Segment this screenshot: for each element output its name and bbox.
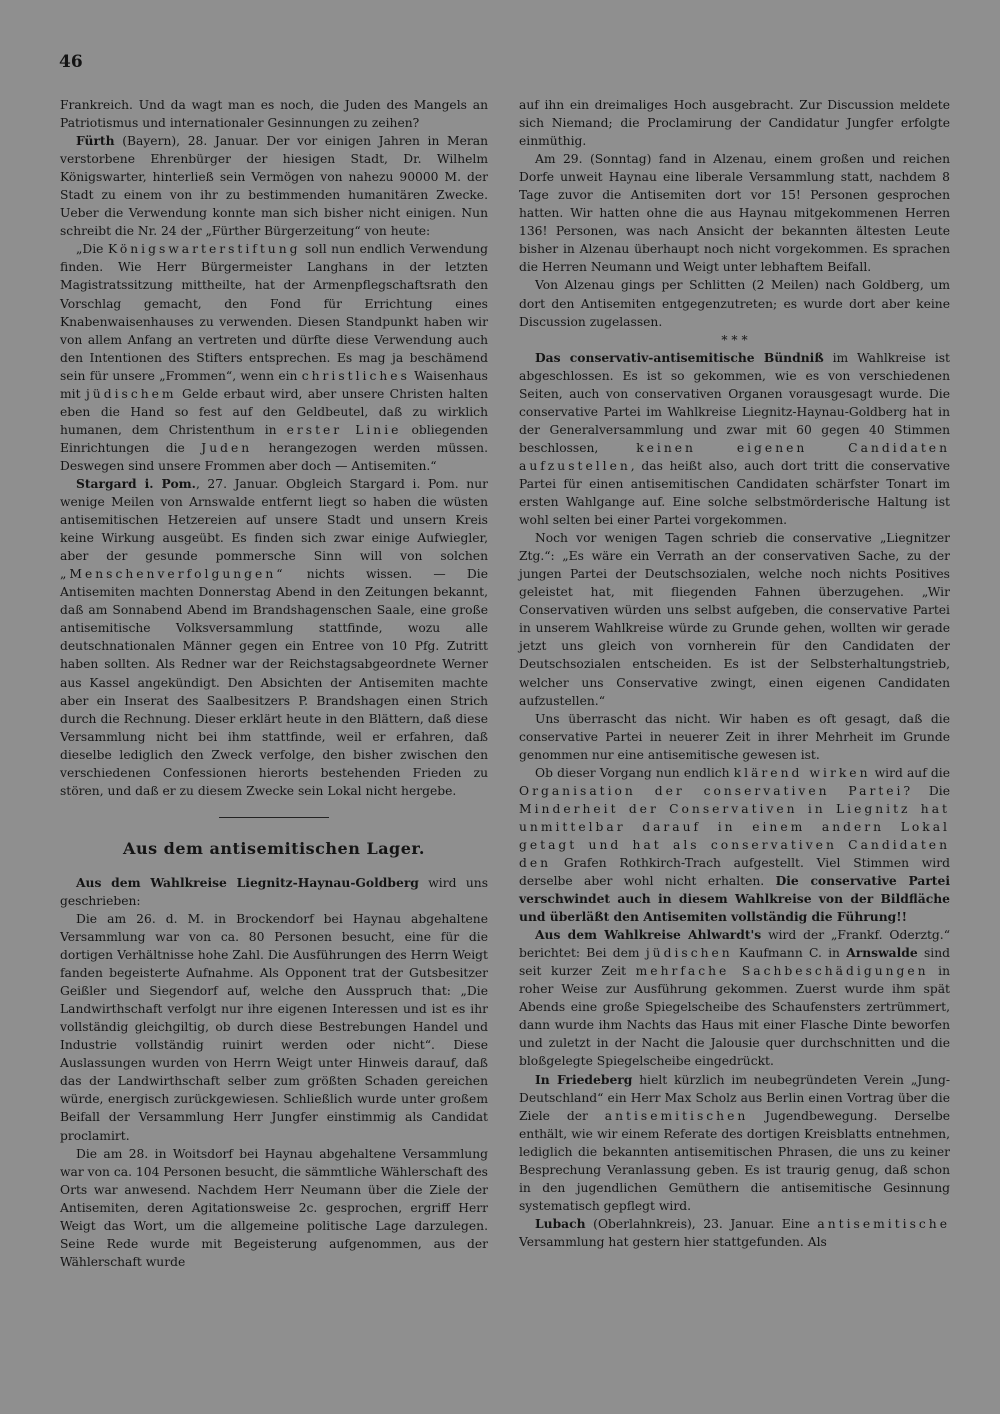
text-run: (Oberlahnkreis), 23. Januar. Eine	[585, 1216, 818, 1231]
text-run: wird der „Frankf. Oderztg.“ berichtet: Bei dem	[519, 928, 950, 961]
spaced-text: Königswarterstiftung	[107, 242, 301, 257]
text-run: Jugendbewegung. Derselbe enthält, wie wir einem Referate des dortigen Kreisblatts entnehmen, lediglich die bekannten antisemitischen Phrasen, die uns zu keiner Besprechung Veranlassung geben. Es ist traurig genug, daß schon in den jugendlichen Gemüthern die antisemitische Gesinnung systematisch gepflegt wird.	[519, 1108, 950, 1213]
paragraph-quote-koenigswarter	[60, 240, 488, 475]
spaced-text: keinen eigenen Candidaten aufzustellen	[519, 440, 950, 473]
text-run: in roher Weise zur Ausführung gekommen. Zuerst wurde ihm spät Abends eine große Spiegelscheibe des Schaufensters zertrümmert, dann wurde ihm Nachts das Haus mit einer Flasche Dinte beworfen und zuletzt in der Nacht die Jalousie quer durchschnitten und die bloßgelegte Spiegelscheibe eingedrückt.	[519, 964, 950, 1069]
text-run: , 27. Januar. Obgleich Stargard i. Pom. nur wenige Meilen von Arnswalde entfernt liegt so haben die wüsten antisemitischen Hetzereien auf unsere Stadt und unsern Kreis keine Wirkung ausgeübt. Es finden sich zwar einige Aufwiegler, aber der gesunde pommersche Sinn will von solchen	[60, 476, 488, 564]
paragraph-liegnitzer-ztg: Noch vor wenigen Tagen schrieb die conservative „Liegnitzer Ztg.“: „Es wäre ein Verrath an der conservativen Sache, zu der jungen Partei der Deutschsozialen, welche noch nichts Positives geleistet hat, mit fliegenden Fahnen überzugehen. „Wir Conservativen würden uns selbst aufgeben, die conservative Partei in unserem Wahlkreise würde zu Grunde gehen, wollten wir gerade jetzt uns gleich von vornherein für den Candidaten der Deutschsozialen entscheiden. Es ist der Selbsterhaltungstrieb, welcher uns Conservative zwingt, einen eigenen Candidaten aufzustellen.“	[519, 531, 950, 708]
spaced-text: antisemitischen	[604, 1108, 749, 1123]
paragraph-friedeberg	[519, 1071, 950, 1215]
paragraph-ahlwardt	[519, 926, 950, 1070]
spaced-text: klärend wirken	[733, 765, 871, 780]
dateline-lubach: Lubach	[535, 1215, 586, 1231]
text-run: hielt kürzlich im neubegründeten Verein „Jung-Deutschland“ ein Herr Max Scholz aus Berlin einen Vortrag über die Ziele der	[519, 1072, 950, 1123]
asterisk-divider: * * *	[721, 332, 748, 347]
bold-text: Die conservative Partei verschwindet auch in diesem Wahlkreise von der Bildfläche und überläßt den Antisemiten vollständig die Führung!!	[519, 873, 950, 925]
text-run: obliegenden Einrichtungen die	[60, 422, 489, 455]
text-run: Grafen Rothkirch-Trach aufgestellt. Viel Stimmen wird derselbe aber wohl nicht erhalten.	[519, 855, 950, 889]
text-run: herangezogen werden müssen. Deswegen sind unsere Frommen aber doch — Antisemiten.“	[60, 440, 488, 473]
paragraph-wahlkreis-liegnitz	[60, 874, 488, 910]
spaced-text: christliches	[301, 368, 410, 383]
bold-text: Arnswalde	[846, 945, 918, 961]
text-run: „Die	[76, 242, 108, 257]
paragraph-lubach	[519, 1215, 950, 1251]
paragraph-ueberrascht: Uns überrascht das nicht. Wir haben es oft gesagt, daß die conservative Partei in neuerer Zeit in ihrer Mehrheit im Grunde genommen nur eine antisemitische gewesen ist.	[519, 711, 950, 762]
text-run: Versammlung hat gestern hier stattgefunden. Als	[519, 1234, 827, 1249]
dateline-stargard: Stargard i. Pom.	[76, 475, 196, 491]
page-number: 46	[59, 52, 83, 72]
paragraph-hoch: auf ihn ein dreimaliges Hoch ausgebracht. Zur Discussion meldete sich Niemand; die Proclamirung der Candidatur Jungfer erfolgte einmüthig.	[519, 98, 950, 149]
text-run: Kaufmann C. in	[732, 946, 847, 961]
paragraph-goldberg: Von Alzenau gings per Schlitten (2 Meilen) nach Goldberg, um dort den Antisemiten entgegenzutreten; es wurde dort aber keine Discussion zugelassen.	[519, 278, 950, 329]
dateline-friedeberg: In Friedeberg	[535, 1071, 633, 1087]
dateline-fuerth: Fürth	[76, 133, 115, 149]
text-run: im Wahlkreise ist abgeschlossen. Es ist so gekommen, wie es von verschiedenen Seiten, auch von conservativen Organen vorausgesagt wurde. Die conservative Partei im Wahlkreise Liegnitz-Haynau-Goldberg hat in der Generalversammlung und zwar mit 60 gegen 40 Stimmen beschlossen,	[519, 350, 950, 455]
spaced-text: Organisation der conservativen Partei?	[519, 783, 914, 798]
paragraph-vorgang	[519, 764, 950, 926]
spaced-text: Minderheit der Conservativen in Liegnitz hat unmittelbar darauf in einem andern Lokal getagt und hat als conservativen Candidaten den	[519, 801, 950, 870]
left-column	[60, 96, 488, 1271]
paragraph-frankreich: Frankreich. Und da wagt man es noch, die Juden des Mangels an Patriotismus und internationaler Gesinnungen zu zeihen?	[60, 98, 488, 131]
paragraph-alzenau: Am 29. (Sonntag) fand in Alzenau, einem großen und reichen Dorfe unweit Haynau eine liberale Versammlung statt, nachdem 8 Tage zuvor die Antisemiten dort vor 15! Personen gesprochen hatten. Wir hatten ohne die aus Haynau mitgekommenen Herren 136! Personen, was nach Ansicht der bekannten ältesten Leute bisher in Alzenau überhaupt noch nicht vorgekommen. Es sprachen die Herren Neumann und Weigt unter lebhaftem Beifall.	[519, 152, 950, 275]
headline-ahlwardt: Aus dem Wahlkreise Ahlwardt's	[535, 927, 762, 943]
spaced-text: jüdischen	[645, 946, 733, 961]
paragraph-stargard	[60, 475, 488, 800]
spaced-text: Juden	[201, 440, 253, 455]
paragraph-buendnis	[519, 349, 950, 529]
section-divider	[219, 817, 329, 818]
headline-buendnis: Das conservativ-antisemitische Bündniß	[535, 349, 824, 365]
spaced-text: jüdischem	[85, 386, 177, 401]
spaced-text: „Menschenverfolgungen“	[60, 567, 286, 582]
spaced-text: mehrfache Sachbeschädigungen	[635, 964, 929, 979]
text-run: wird uns geschrieben:	[60, 875, 489, 908]
paragraph-woitsdorf: Die am 28. in Woitsdorf bei Haynau abgehaltene Versammlung war von ca. 104 Personen besucht, die sämmtliche Wählerschaft des Orts war anwesend. Nachdem Herr Neumann über die Ziele der Antisemiten, deren Agitationsweise 2c. gesprochen, ergriff Herr Weigt das Wort, um die allgemeine politische Lage darzulegen. Seine Rede wurde mit Begeisterung aufgenommen, aus der Wählerschaft wurde	[60, 1146, 488, 1269]
text-run: Waisenhaus mit	[60, 368, 488, 401]
text-run: nichts wissen. — Die Antisemiten machten Donnerstag Abend in den Zeitungen bekannt, daß am Sonnabend Abend im Brandshagenschen Saale, eine große antisemitische Volksversammlung stattfinde, wozu alle deutschnationalen Männer gegen ein Entree von 10 Pfg. Zutritt haben sollten. Als Redner war der Reichstagsabgeordnete Werner aus Kassel angekündigt. Den Absichten der Antisemiten machte aber ein Inserat des Saalbesitzers P. Brandshagen einen Strich durch die Rechnung. Dieser erklärt heute in den Blättern, daß diese Versammlung nicht bei ihm stattfinde, weil er erfahren, daß dieselbe lediglich den Zweck verfolge, den bisher zwischen den verschiedenen Confessionen hierorts bestehenden Frieden zu stören, und daß er zu diesem Zwecke sein Lokal nicht hergebe.	[60, 567, 488, 798]
text-run: Die	[913, 783, 950, 798]
text-run: soll nun endlich Verwendung finden. Wie Herr Bürgermeister Langhans in der letzten Magistratssitzung mittheilte, hat der Armenpflegschaftsrath den Vorschlag gemacht, den Fond für Errichtung eines Knabenwaisenhauses zu verwenden. Diesen Standpunkt haben wir von allem Anfang an vertreten und dürfte diese Verwendung auch den Intentionen des Stifters entsprechen. Es mag ja beschämend sein für unsere „Frommen“, wenn ein	[60, 242, 488, 383]
paragraph-fuerth	[60, 132, 488, 240]
text-run: Gelde erbaut wird, aber unsere Christen halten eben die Hand so fest auf den Geldbeutel, daß zu wirklich humanen, dem Christenthum in	[60, 386, 489, 437]
text-run: wird auf die	[870, 765, 950, 780]
text-run: , das heißt also, auch dort tritt die conservative Partei für einen antisemitischen Candidaten schärfster Tonart im ersten Wahlgange auf. Eine solche selbstmörderische Haltung ist wohl selten bei einer Partei vorgekommen.	[519, 458, 950, 528]
dateline-liegnitz: Aus dem Wahlkreise Liegnitz-Haynau-Goldberg	[76, 874, 419, 890]
spaced-text: erster Linie	[286, 422, 402, 437]
spaced-text: antisemitische	[817, 1216, 950, 1231]
paragraph-text: (Bayern), 28. Januar. Der vor einigen Jahren in Meran verstorbene Ehrenbürger der hiesigen Stadt, Dr. Wilhelm Königswarter, hinterließ sein Vermögen von nahezu 90000 M. der Stadt zu einem von ihr zu bestimmenden humanitären Zwecke. Ueber die Verwendung konnte man sich bisher nicht einigen. Nun schreibt die Nr. 24 der „Fürther Bürgerzeitung“ von heute:	[60, 134, 488, 239]
text-run: sind seit kurzer Zeit	[519, 946, 951, 979]
paragraph-brockendorf: Die am 26. d. M. in Brockendorf bei Haynau abgehaltene Versammlung war von ca. 80 Personen besucht, eine für die dortigen Verhältnisse hohe Zahl. Die Ausführungen des Herrn Weigt fanden begeisterte Aufnahme. Als Opponent trat der Gutsbesitzer Geißler und Siegendorf auf, welche den Ausspruch that: „Die Landwirthschaft verfolgt nur ihre eigenen Interessen und ist es ihr vollständig gleichgiltig, ob durch diese Bestrebungen Handel und Industrie vollständig ruinirt werden oder nicht“. Diese Auslassungen wurden von Herrn Weigt unter Hinweis darauf, daß das der Landwirthschaft selber zum größten Schaden gereichen würde, energisch zurückgewiesen. Schließlich wurde unter großem Beifall der Versammlung Herr Jungfer einstimmig als Candidat proclamirt.	[60, 911, 488, 1143]
right-column	[519, 96, 950, 1251]
section-heading: Aus dem antisemitischen Lager.	[123, 838, 425, 858]
text-run: Ob dieser Vorgang nun endlich	[535, 765, 734, 780]
